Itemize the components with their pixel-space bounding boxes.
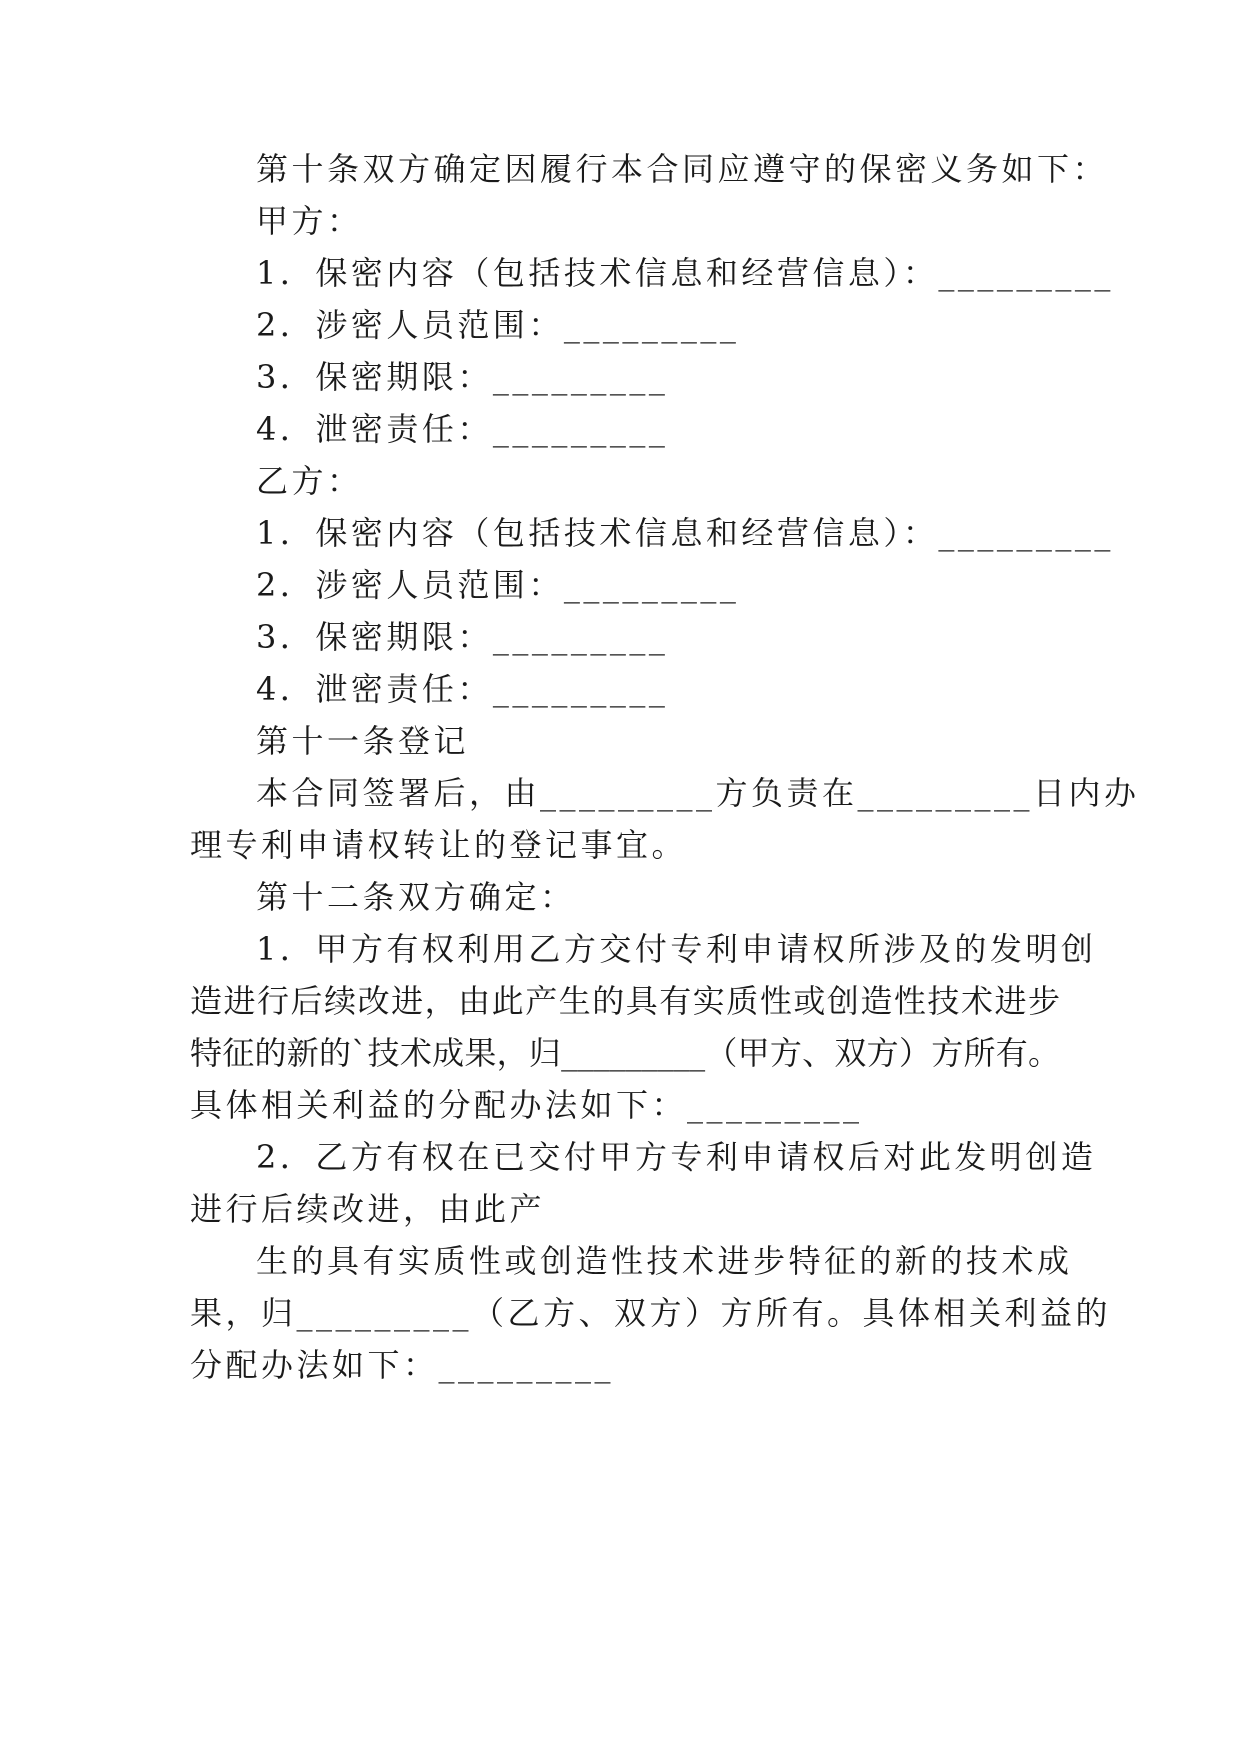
- clause-12-item-1-line-4: 具体相关利益的分配办法如下：_________: [190, 1086, 863, 1124]
- party-a-item-3: 3．保密期限：_________: [256, 358, 669, 396]
- clause-12-item-2-line-2: 进行后续改进，由此产: [190, 1190, 546, 1228]
- party-a-item-1: 1．保密内容（包括技术信息和经营信息）：_________: [256, 254, 1114, 292]
- clause-12-item-1-line-2: 造进行后续改进，由此产生的具有实质性或创造性技术进步: [190, 982, 1060, 1020]
- party-a-label: 甲方：: [256, 202, 363, 240]
- party-b-item-1: 1．保密内容（包括技术信息和经营信息）：_________: [256, 514, 1114, 552]
- party-a-item-4: 4．泄密责任：_________: [256, 410, 669, 448]
- party-a-item-2: 2．涉密人员范围：_________: [256, 306, 740, 344]
- clause-11-heading: 第十一条登记: [256, 722, 470, 760]
- clause-12-item-1-line-1: 1．甲方有权利用乙方交付专利申请权所涉及的发明创: [256, 930, 1097, 968]
- party-b-item-2: 2．涉密人员范围：_________: [256, 566, 740, 604]
- clause-10-heading: 第十条双方确定因履行本合同应遵守的保密义务如下：: [256, 150, 1109, 188]
- party-b-label: 乙方：: [256, 462, 363, 500]
- party-b-item-4: 4．泄密责任：_________: [256, 670, 669, 708]
- clause-12-item-2-line-5: 分配办法如下：_________: [190, 1346, 615, 1384]
- clause-12-heading: 第十二条双方确定：: [256, 878, 576, 916]
- party-b-item-3: 3．保密期限：_________: [256, 618, 669, 656]
- clause-11-text-line-1: 本合同签署后，由_________方负责在_________日内办: [256, 774, 1140, 812]
- clause-12-item-2-line-1: 2．乙方有权在已交付甲方专利申请权后对此发明创造: [256, 1138, 1097, 1176]
- clause-12-item-2-line-4: 果，归_________（乙方、双方）方所有。具体相关利益的: [190, 1294, 1112, 1332]
- clause-12-item-1-line-3: 特征的新的`技术成果，归_________（甲方、双方）方所有。: [190, 1034, 1060, 1072]
- clause-12-item-2-line-3: 生的具有实质性或创造性技术进步特征的新的技术成: [256, 1242, 1073, 1280]
- clause-11-text-line-2: 理专利申请权转让的登记事宜。: [190, 826, 688, 864]
